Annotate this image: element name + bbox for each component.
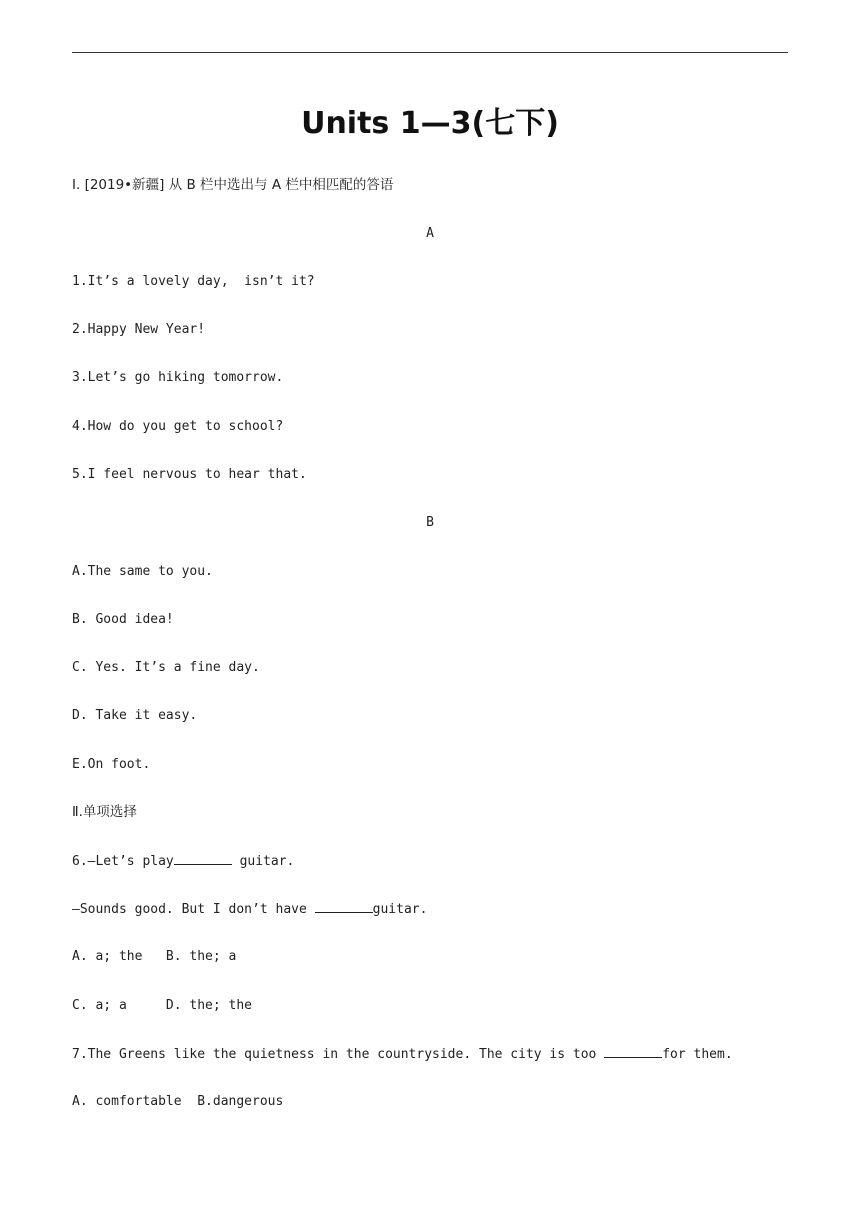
question-7-options-1: A. comfortable B.dangerous: [72, 1094, 284, 1109]
answer-blank: [315, 900, 373, 913]
header-rule: [72, 52, 788, 53]
column-b-item-a: A.The same to you.: [72, 564, 213, 579]
column-a-label: A: [426, 226, 434, 241]
section-2-heading: Ⅱ.单项选择: [72, 804, 137, 820]
column-a-item-3: 3.Let’s go hiking tomorrow.: [72, 370, 284, 385]
q6-text-after-2: guitar.: [372, 902, 428, 917]
column-a-item-2: 2.Happy New Year!: [72, 322, 206, 337]
q7-text-before: 7.The Greens like the quietness in the countryside. The city is too: [72, 1047, 605, 1062]
q6-text-after: guitar.: [231, 854, 295, 869]
section-1-heading: Ⅰ. [2019•新疆] 从 B 栏中选出与 A 栏中相匹配的答语: [72, 177, 394, 193]
question-7-line-1: [72, 1045, 733, 1064]
column-b-item-e: E.On foot.: [72, 757, 151, 772]
question-6-options-1: A. a; the B. the; a: [72, 949, 237, 964]
column-a-item-4: 4.How do you get to school?: [72, 419, 284, 434]
column-b-item-d: D. Take it easy.: [72, 708, 198, 723]
q6-text-before: 6.—Let’s play: [72, 854, 174, 869]
column-b-label: B: [426, 515, 434, 530]
column-b-item-c: C. Yes. It’s a fine day.: [72, 660, 260, 675]
page-title: Units 1—3(七下): [301, 106, 559, 141]
question-6-line-1: [72, 852, 294, 871]
question-6-options-2: C. a; a D. the; the: [72, 998, 253, 1013]
answer-blank: [604, 1045, 662, 1058]
answer-blank: [174, 852, 232, 865]
question-6-line-2: [72, 900, 427, 919]
column-b-item-b: B. Good idea!: [72, 612, 174, 627]
q7-text-after: for them.: [662, 1047, 733, 1062]
q6-text-before-2: —Sounds good. But I don’t have: [72, 902, 315, 917]
column-a-item-1: 1.It’s a lovely day, isn’t it?: [72, 274, 315, 289]
column-a-item-5: 5.I feel nervous to hear that.: [72, 467, 307, 482]
